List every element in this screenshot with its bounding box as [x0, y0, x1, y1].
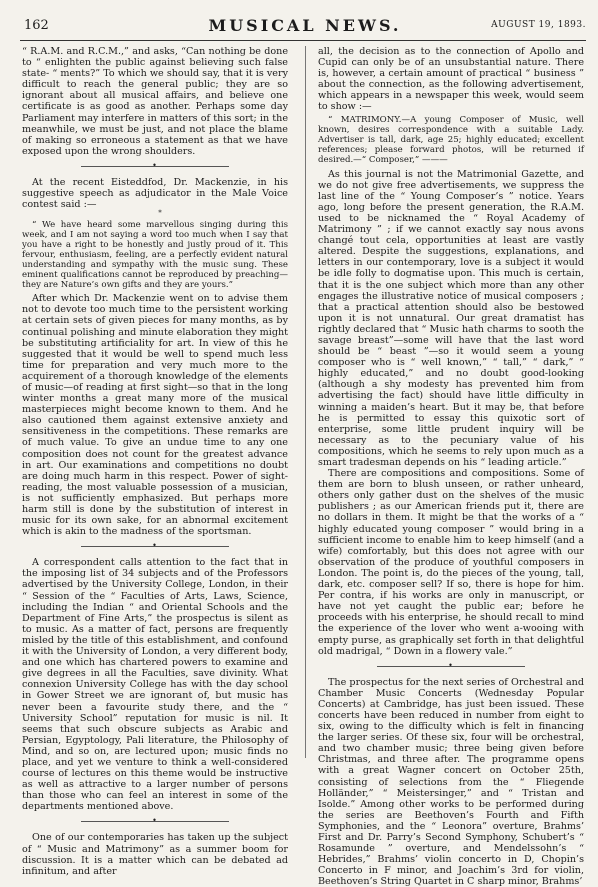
article-paragraph: The prospectus for the next series of Orchestral and Chamber Music Concerts (Wednesday Popular Concerts) at Cambridge, has just been issued. These concerts have been reduced in number from eight to six, owing to the difficulty which is felt in financing the larger series. Of these six, four will be orchestral, and two chamber music; three being given before Christmas, and three after. The programme opens with a great Wagner concert on October 25th, consisting of selections from the “ Fliegende Holländer,” “ Meistersinger,” and “ Tristan and Isolde.” Among other works to be performed during the series are Beethoven’s Fourth and Fifth Symphonies, and the “ Leonora” overture, Brahms’ First and Dr. Parry’s Second Symphony, Schubert’s “ Rosamunde ” overture, and Mendelssohn’s “ Hebrides,” Brahms’ violin concerto in D, Chopin’s Concerto in F minor, and Joachim’s 3rd for violin, Beethoven’s String Quartet in C sharp minor, Brahms’: [318, 676, 584, 887]
section-separator: •: [318, 660, 584, 673]
article-paragraph: There are compositions and compositions. Some of them are born to blush unseen, or rather unheard, others only gather dust on the shelves of the music publishers ; as our American friends put it, there are no dollars in them. It might be that the works of a “ highly educated young composer ” would bring in a sufficient income to enable him to keep himself (and a wife) comfortably, but this does not agree with our observation of the produce of youthful composers in London. The point is, do the pieces of the young, tall, dark, etc. composer sell? If so, there is hope for him. Per contra, if his works are only in manuscript, or have not yet caught the public ear; before he proceeds with his enterprise, he should recall to mind the experience of the lover who went a-wooing with empty purse, as graphically set forth in that delightful old madrigal, “ Down in a flowery vale.”: [318, 468, 584, 657]
page-header: [24, 16, 586, 36]
section-separator: •: [22, 540, 288, 553]
article-paragraph: At the recent Eisteddfod, Dr. Mackenzie, in his suggestive speech as adjudicator in the Male Voice contest said :—: [22, 176, 288, 211]
article-paragraph: After which Dr. Mackenzie went on to advise them not to devote too much time to the persistent working at certain sets of given pieces for many months, as by continual polishing and minute elaboration they might be substituting artificiality for art. In view of this he suggested that it would be well to spend much less time for preparation and very much more to the acquirement of a thorough knowledge of the elements of music—of reading at first sight—so that in the long winter months a great many more of the musical masterpieces might become known to them. And he also cautioned them against extensive anxiety and sensitiveness in the competitions. These remarks are of much value. To give an undue time to any one composition does not count for the greatest advance in art. Our examinations and competitions no doubt are doing much harm in this respect. Power of sight-reading, the most valuable possession of a musician, is not sufficiently emphasized. But perhaps more harm still is done by the substitution of interest in music for its own sake, for an abnormal excitement which is akin to the madness of the sportsman.: [22, 293, 288, 538]
article-paragraph: A correspondent calls attention to the fact that in the imposing list of 34 subjects and of the Professors advertised by the University College, London, in their “ Session of the “ Faculties of Arts, Laws, Science, including the Indian “ and Oriental Schools and the Department of Fine Arts,” the prospectus is silent as to music. As a matter of fact, persons are frequently misled by the title of this establishment, and confound it with the University of London, a very different body, and one which has chartered powers to examine and give degrees in all the Faculties, save divinity. What connexion University College has with the day school in Gower Street we are ignorant of, but music has never been a favourite study there, and the “ University School” reputation for music is nil. It seems that such obscure subjects as Arabic and Persian, Egyptology, Pali literature, the Philosophy of Mind, and so on, are lectured upon; music finds no place, and yet we venture to think a well-considered course of lectures on this theme would be instructive as well as attractive to a larger number of persons than those who can feel an interest in some of the departments mentioned above.: [22, 557, 288, 813]
left-column: [22, 46, 288, 877]
quoted-speech: “ We have heard some marvellous singing during this week, and I am not saying a word too much when I say that you have a right to be honestly and justly proud of it. This fervour, enthusiasm, feeling, are a perfectly evident natural understanding and sympathy with the music sung. These eminent qualifications cannot be reproduced by preaching—they are Nature’s own gifts and they are yours.”: [22, 220, 288, 291]
ornament-star: *: [158, 209, 162, 218]
quoted-advertisement: “ MATRIMONY.—A young Composer of Music, well known, desires correspondence with a suitable Lady. Advertiser is tall, dark, age 25; highly educated; excellent references; please forward photos, will be returned if desired.—“ Composer,” ———: [318, 114, 584, 165]
article-paragraph: “ R.A.M. and R.C.M.,” and asks, “Can nothing be done to “ enlighten the public against believing such false state- “ ments?” To which we should say, that it is very difficult to reach the general public; they are so ignorant about all musical affairs, and believe one certificate is as good as another. Perhaps some day Parliament may interfere in matters of this sort; in the meanwhile, we must be just, and not place the blame of making so erroneous a statement as that we have exposed upon the wrong shoulders.: [22, 46, 288, 157]
column-divider: [305, 46, 306, 758]
right-column: [318, 46, 584, 887]
section-separator: •: [22, 815, 288, 828]
publication-title: MUSICAL NEWS.: [208, 16, 402, 35]
article-paragraph: As this journal is not the Matrimonial Gazette, and we do not give free advertisements, we suppress the last line of the “ Young Composer’s ” notice. Years ago, long before the present generation, the R.A.M. used to be nicknamed the “ Royal Academy of Matrimony ” ; if we cannot exactly say nous avons changé tout cela, opportunities at least are vastly altered. Despite the suggestions, explanations, and letters in our contemporary, love is a subject it would be idle folly to dogmatise upon. This much is certain, that it is the one subject which more than any other engages the illustrative notice of musical composers ; that a practical attention should also be bestowed upon it is not unnatural. Our great dramatist has rightly declared that “ Music hath charms to sooth the savage breast”—some will have that the last word should be “ beast ”—so it would seem a young composer who is “ well known,” “ tall,” “ dark,” “ highly educated,” and no doubt good-looking (although a shy modesty has prevented him from advertising the fact) should have little difficulty in winning a maiden’s heart. But it may be, that before he is permitted to essay this quixotic sort of enterprise, some little prudent inquiry will be necessary as to the pecuniary value of his compositions, which he seems to rely upon much as a smart tradesman depends on his “ leading article.”: [318, 168, 584, 468]
page-number: 162: [24, 18, 49, 33]
article-paragraph: all, the decision as to the connection of Apollo and Cupid can only be of an unsubstantial nature. There is, however, a certain amount of practical “ business ” about the connection, as the following advertisement, which appears in a newspaper this week, would seem to show :—: [318, 46, 584, 113]
section-separator: •: [22, 160, 288, 173]
header-rule: [20, 40, 586, 41]
issue-date: AUGUST 19, 1893.: [491, 20, 586, 30]
article-paragraph: One of our contemporaries has taken up the subject of “ Music and Matrimony” as a summer boom for discussion. It is a matter which can be debated ad infinitum, and after: [22, 832, 288, 877]
